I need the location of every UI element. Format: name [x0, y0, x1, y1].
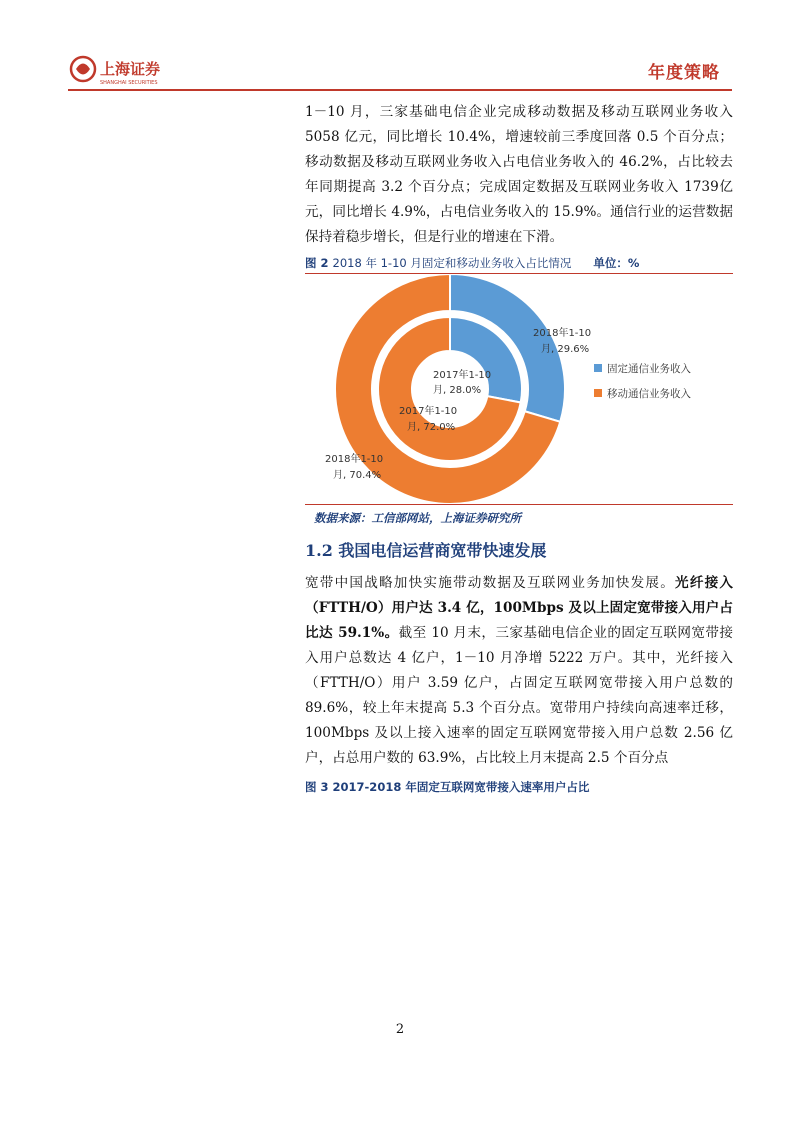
- inner-mobile-label-line1: 2017年1-10: [399, 406, 458, 417]
- figure-2-bottom-rule: [305, 504, 733, 505]
- revenue-share-donut-chart: [305, 274, 733, 504]
- legend-swatch-mobile: [594, 389, 602, 397]
- shanghai-securities-logo: [68, 52, 208, 88]
- outer-fixed-label-line2: 月, 29.6%: [541, 344, 590, 355]
- figure-2-caption: [305, 255, 639, 271]
- paragraph-broadband-body: 截至 10 月末，三家基础电信企业的固定互联网宽带接入用户总数达 4 亿户，1－10 月净增 5222 万户。其中，光纤接入（FTTH/O）用户 3.59 亿户，占固定互联网宽带接入用户总数的 89.6%，较上年末提高 5.3 个百分点。宽带用户持续向高速率迁移，100Mbps 及以上接入速率的固定互联网宽带接入用户总数 2.56 亿户，占总用户数的 63.9%，占比较上月末提高 2.5 个百分点: [305, 625, 733, 766]
- outer-mobile-label-line1: 2018年1-10: [325, 454, 384, 465]
- header-section-title: 年度策略: [648, 63, 720, 83]
- figure-2-unit: 单位：%: [593, 256, 640, 270]
- inner-fixed-label-line1: 2017年1-10: [433, 370, 492, 381]
- header-divider: [68, 89, 732, 91]
- paragraph-mobile-revenue: 1－10 月，三家基础电信企业完成移动数据及移动互联网业务收入5058 亿元，同比增长 10.4%，增速较前三季度回落 0.5 个百分点；移动数据及移动互联网业务收入占电信业务收入的 46.2%，占比较去年同期提高 3.2 个百分点；完成固定数据及互联网业务收入 1739亿元，同比增长 4.9%，占电信业务收入的 15.9%。通信行业的运营数据保持着稳步增长，但是行业的增速在下滑。: [305, 104, 733, 245]
- figure-2-title: 2018 年 1-10 月固定和移动业务收入占比情况: [332, 256, 572, 270]
- figure-3-caption: [305, 779, 589, 795]
- data-source-note: 数据来源：工信部网站，上海证券研究所: [314, 511, 521, 525]
- legend-swatch-fixed: [594, 364, 602, 372]
- outer-fixed-label-line1: 2018年1-10: [533, 328, 592, 339]
- page-number: 2: [395, 1022, 405, 1037]
- figure-3-title: 2017-2018 年固定互联网宽带接入速率用户占比: [332, 780, 590, 794]
- section-title: 我国电信运营商宽带快速发展: [338, 541, 547, 560]
- outer-mobile-label-line2: 月, 70.4%: [333, 470, 382, 481]
- figure-2-label: 图 2: [305, 256, 329, 270]
- legend-label-fixed: 固定通信业务收入: [607, 363, 691, 375]
- section-heading: [305, 538, 546, 561]
- section-number: 1.2: [305, 541, 333, 560]
- logo-subtext: SHANGHAI SECURITIES: [100, 80, 158, 86]
- inner-fixed-label-line2: 月, 28.0%: [433, 385, 482, 396]
- inner-mobile-label-line2: 月, 72.0%: [407, 422, 456, 433]
- figure-3-label: 图 3: [305, 780, 329, 794]
- paragraph-broadband-highlight: 光纤接入（FTTH/O）用户达 3.4 亿，100Mbps 及以上固定宽带接入用户占比达 59.1%。: [305, 575, 734, 641]
- paragraph-broadband-intro: 宽带中国战略加快实施带动数据及互联网业务加快发展。: [305, 575, 676, 591]
- legend-label-mobile: 移动通信业务收入: [607, 388, 691, 400]
- paragraph-broadband: [305, 571, 733, 771]
- logo-text: 上海证券: [100, 60, 161, 78]
